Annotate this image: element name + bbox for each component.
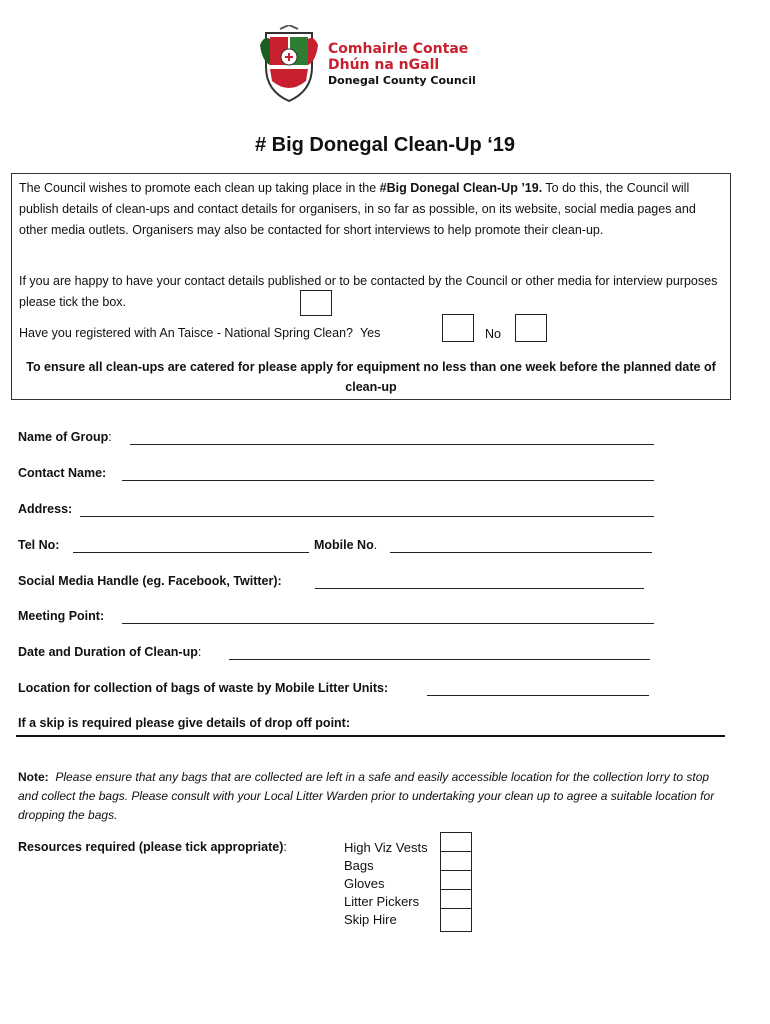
equipment-notice: To ensure all clean-ups are catered for please apply for equipment no less than one week before the planned date of clean-up — [26, 360, 716, 394]
meeting-point-input[interactable] — [122, 623, 654, 624]
note-text: Please ensure that any bags that are collected are left in a safe and easily accessible location for the collection lorry to stop and collect the bags. Please consult with your Local Litter Warden prior to undertaking your clean up to agree a suitable location for dropping the bags. — [18, 770, 715, 822]
no-label: No — [485, 327, 501, 341]
info-box — [11, 173, 731, 400]
date-duration-text: Date and Duration of Clean-up — [18, 645, 198, 659]
skip-details-input[interactable] — [16, 735, 725, 737]
council-crest-icon — [258, 25, 320, 105]
page-title: # Big Donegal Clean-Up ‘19 — [254, 134, 516, 156]
social-media-input[interactable] — [315, 588, 644, 589]
resource-item-gloves: Gloves — [344, 876, 385, 891]
address-input[interactable] — [80, 516, 654, 517]
council-name-irish-2: Dhún na nGall — [328, 57, 440, 73]
contact-name-input[interactable] — [122, 480, 654, 481]
mobile-input[interactable] — [390, 552, 652, 553]
yes-label: Yes — [359, 326, 381, 340]
consent-checkbox[interactable] — [300, 290, 332, 316]
litter-pickers-checkbox[interactable] — [440, 889, 472, 909]
resource-item-high-viz-vests: High Viz Vests — [344, 840, 428, 855]
resources-label-text: Resources required (please tick appropriate) — [18, 840, 284, 854]
meeting-point-label: Meeting Point: — [18, 609, 105, 623]
date-duration-label: Date and Duration of Clean-up: — [18, 645, 202, 659]
group-name-label: Name of Group: — [18, 430, 112, 444]
yes-checkbox[interactable] — [442, 314, 474, 342]
intro-paragraph — [19, 178, 719, 241]
tel-input[interactable] — [73, 552, 309, 553]
council-name-english: Donegal County Council — [328, 74, 476, 87]
collection-location-input[interactable] — [427, 695, 649, 696]
skip-details-label: If a skip is required please give details of drop off point: — [18, 716, 351, 730]
group-name-text: Name of Group — [18, 430, 109, 444]
no-checkbox[interactable] — [515, 314, 547, 342]
bags-checkbox[interactable] — [440, 851, 472, 871]
resources-label: Resources required (please tick appropriate): — [18, 840, 287, 854]
group-name-input[interactable] — [130, 444, 654, 445]
note-label: Note: — [18, 770, 49, 784]
high-viz-vests-checkbox[interactable] — [440, 832, 472, 852]
social-media-label: Social Media Handle (eg. Facebook, Twitter): — [18, 574, 282, 588]
resource-item-litter-pickers: Litter Pickers — [344, 894, 420, 909]
mobile-label: Mobile No. — [314, 538, 378, 552]
council-name-irish-1: Comhairle Contae — [328, 41, 469, 57]
tel-label: Tel No: — [18, 538, 60, 552]
council-logo — [240, 18, 498, 112]
date-duration-input[interactable] — [229, 659, 650, 660]
resource-item-bags: Bags — [344, 858, 374, 873]
contact-name-label: Contact Name: — [18, 466, 107, 480]
gloves-checkbox[interactable] — [440, 870, 472, 890]
resource-item-skip-hire: Skip Hire — [344, 912, 397, 927]
intro-text-c: To do this, the Council will publish details of clean-ups and contact details for organisers, in so far as possible, on its website, social media pages and other media outlets. Organisers may also be contacted for short interviews to help promote their clean-up. — [19, 181, 696, 237]
collection-location-label: Location for collection of bags of waste by Mobile Litter Units: — [18, 681, 389, 695]
consent-paragraph: If you are happy to have your contact details published or to be contacted by the Council or other media for interview purposes please tick the box. — [19, 274, 718, 309]
resources-list — [344, 839, 428, 929]
skip-hire-checkbox[interactable] — [440, 908, 472, 932]
registration-text: Have you registered with An Taisce - National Spring Clean? — [19, 326, 353, 340]
note-paragraph — [18, 768, 718, 825]
mobile-text: Mobile No — [314, 538, 374, 552]
intro-hashtag: #Big Donegal Clean-Up ’19. — [379, 181, 543, 195]
address-label: Address: — [18, 502, 73, 516]
intro-text-a: The Council wishes to promote each clean up taking place in the — [19, 181, 380, 195]
registration-question — [19, 323, 719, 344]
